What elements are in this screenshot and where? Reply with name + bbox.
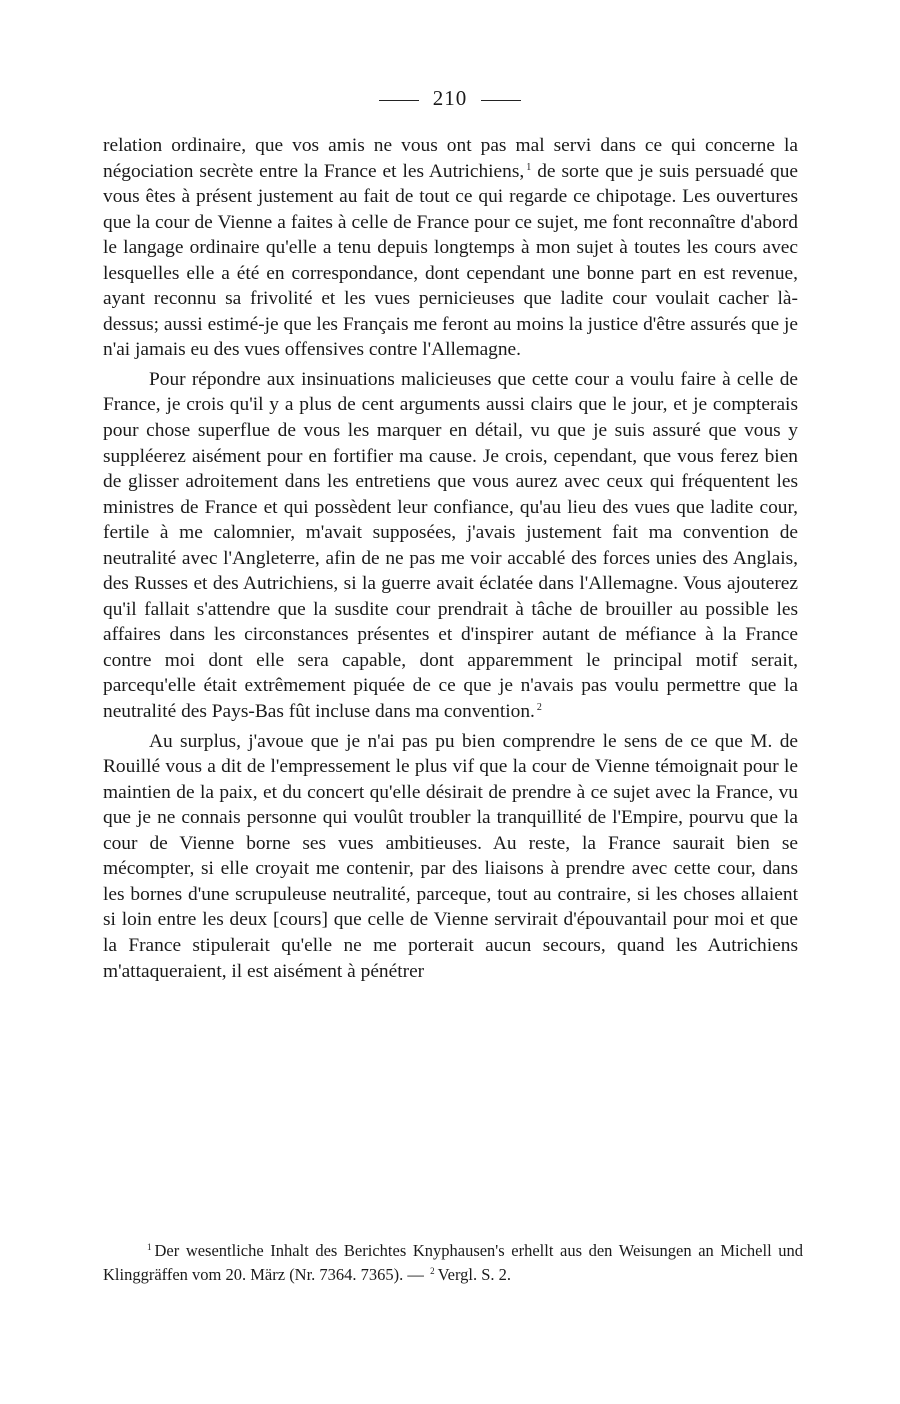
- paragraph-1-text-b: de sorte que je suis persuadé que vous êtes à présent justement au fait de tout ce qui regarde ce chipotage. Les ouvertures que la cour de Vienne a faites à celle de France pour ce sujet, me font reconnaître d'abord le langage ordinaire qu'elle a tenu depuis longtemps à mon sujet à toutes les cours avec lesquelles elle a été en correspondance, dont cependant une bonne part en est revenue, ayant reconnu sa frivolité et les vues pernicieuses que ladite cour voulait cacher là-dessus; aussi estimé-je que les Français me feront au moins la justice d'être assurés que je n'ai jamais eu des vues offensives contre l'Allemagne.: [103, 160, 798, 361]
- footnote-line: [103, 1239, 803, 1287]
- page-header: [0, 84, 900, 112]
- body-text: [103, 133, 798, 984]
- footnote-2-text: Vergl. S. 2.: [437, 1265, 512, 1284]
- footnote-2-marker: 2: [430, 1266, 435, 1276]
- header-rule-right: [481, 100, 521, 101]
- header-rule-left: [379, 100, 419, 101]
- paragraph-3-text: Au surplus, j'avoue que je n'ai pas pu bien comprendre le sens de ce que M. de Rouillé vous a dit de l'empressement le plus vif que la cour de Vienne témoignait pour le maintien de la paix, et du concert qu'elle désirait de prendre à ce sujet avec la France, vu que je ne connais personne qui voulût troubler la tranquillité de l'Empire, pourvu que la cour de Vienne borne ses vues ambitieuses. Au reste, la France saurait bien se mécompter, si elle croyait me contenir, par des liaisons à prendre avec cette cour, dans les bornes d'une scrupuleuse neutralité, parceque, tout au contraire, si les choses allaient si loin entre les deux [cours] que celle de Vienne servirait d'épouvantail pour moi et que la France stipulerait qu'elle ne me porterait aucun secours, quand les Autrichiens m'attaqueraient, il est aisément à pénétrer: [103, 730, 798, 982]
- paragraph-1: [103, 133, 798, 363]
- footnote-ref-1: 1: [526, 161, 532, 173]
- footnote-ref-2: 2: [536, 702, 542, 714]
- page-number: 210: [432, 86, 468, 110]
- footnotes: [103, 1239, 803, 1287]
- footnote-1-text: Der wesentliche Inhalt des Berichtes Knyphausen's erhellt aus den Weisungen an Michell und Klinggräffen vom 20. März (Nr. 7364. 7365). —: [103, 1241, 803, 1284]
- paragraph-3: [103, 729, 798, 984]
- footnote-1-marker: 1: [147, 1242, 152, 1252]
- paragraph-2: [103, 367, 798, 725]
- paragraph-2-text: Pour répondre aux insinuations malicieuses que cette cour a voulu faire à celle de France, je crois qu'il y a plus de cent arguments aussi clairs que le jour, et je compterais pour chose superflue de vous les marquer en détail, vu que je suis assuré que vous y suppléerez aisément pour en fortifier ma cause. Je crois, cependant, que vous ferez bien de glisser adroitement dans les entretiens que vous aurez avec ceux qui fréquentent les ministres de France et qui possèdent leur confiance, qu'au lieu des vues que ladite cour, fertile à me calomnier, m'avait supposées, j'avais justement fait ma convention de neutralité avec l'Angleterre, afin de ne pas me voir accablé des forces unies des Anglais, des Russes et des Autrichiens, si la guerre avait éclatée dans l'Allemagne. Vous ajouterez qu'il fallait s'attendre que la susdite cour prendrait à tâche de brouiller au possible les affaires dans les circonstances présentes et d'inspirer autant de méfiance à la France contre moi dont elle sera capable, dont apparemment le principal motif serait, parcequ'elle était extrêmement piquée de ce que je n'avais pas voulu permettre que la neutralité des Pays-Bas fût incluse dans ma convention.: [103, 368, 798, 723]
- paragraph-1-text-a: relation ordinaire, que vos amis ne vous ont pas mal servi dans ce qui concerne la négociation secrète entre la France et les Autrichiens,: [103, 135, 798, 182]
